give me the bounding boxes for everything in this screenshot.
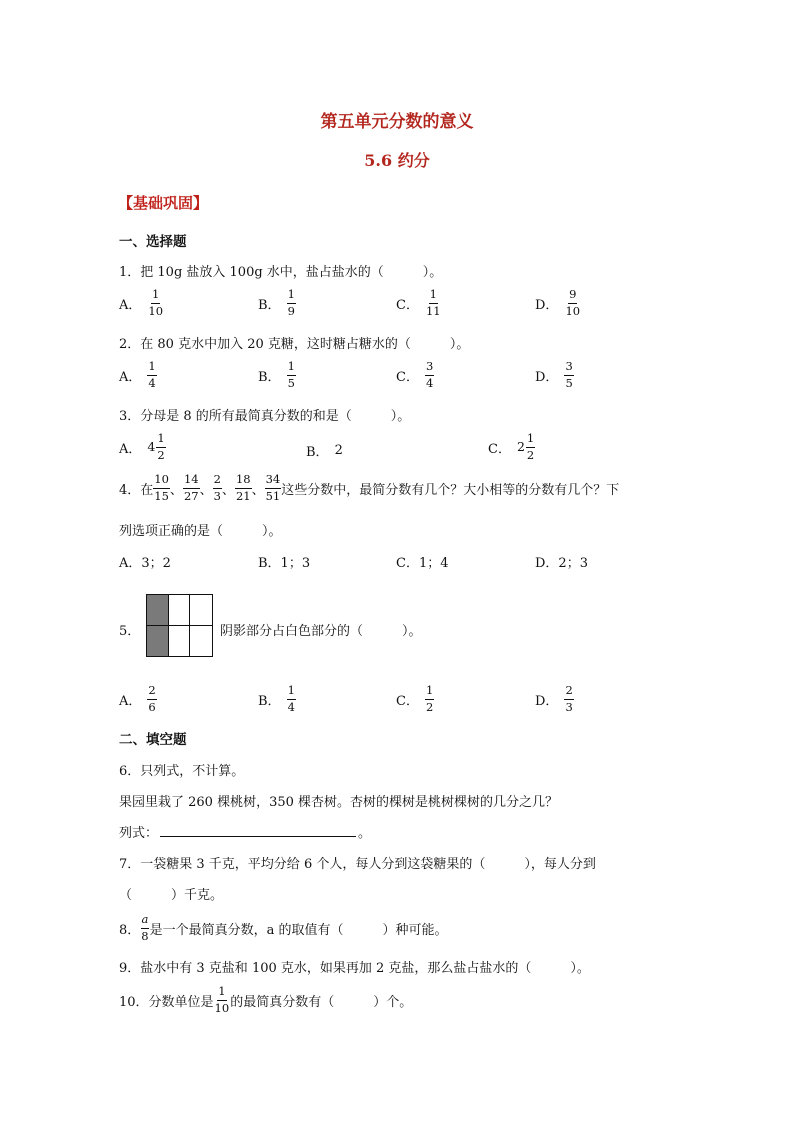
q5-option-b[interactable]: B． $\frac{1}{4}$ xyxy=(258,683,295,714)
section-basic: 【基础巩固】 xyxy=(118,194,209,212)
fraction: $\frac{1}{2}$ xyxy=(526,431,535,462)
q1-option-d[interactable]: D． $\frac{9}{10}$ xyxy=(535,287,581,318)
grid-cell-shaded xyxy=(147,626,169,657)
part-heading-fill: 二、填空题 xyxy=(119,732,187,748)
question-8: 8． $\frac{a}{8}$ 是一个最简真分数，a 的取值有（ ）种可能。 xyxy=(119,912,448,943)
shaded-grid-figure xyxy=(146,594,213,657)
q1-option-c[interactable]: C． $\frac{1}{11}$ xyxy=(396,287,441,318)
part-heading-choice: 一、选择题 xyxy=(119,234,187,250)
question-2: 2．在 80 克水中加入 20 克糖，这时糖占糖水的（ ）。 xyxy=(119,337,470,352)
question-6: 6．只列式，不计算。 xyxy=(119,764,245,779)
question-5-number: 5． xyxy=(119,624,141,639)
question-4-line2: 列选项正确的是（ ）。 xyxy=(119,524,282,539)
question-7-line2: （ ）千克。 xyxy=(119,888,224,903)
grid-cell-shaded xyxy=(147,595,169,626)
question-1: 1．把 10g 盐放入 100g 水中，盐占盐水的（ ）。 xyxy=(119,265,443,280)
question-5-text: 阴影部分占白色部分的（ ）。 xyxy=(220,624,422,639)
q4-option-a[interactable]: A．3；2 xyxy=(119,556,171,571)
q4-option-c[interactable]: C．1；4 xyxy=(396,556,449,571)
q3-option-b[interactable]: B． 2 xyxy=(306,443,343,460)
grid-cell xyxy=(190,595,212,626)
q4-option-b[interactable]: B．1；3 xyxy=(258,556,311,571)
fraction: $\frac{1}{10}$ xyxy=(148,287,164,318)
q3-option-c[interactable]: C． 2 $\frac{1}{2}$ xyxy=(488,431,535,462)
fraction: $\frac{1}{2}$ xyxy=(157,431,165,462)
fraction: $\frac{3}{4}$ xyxy=(425,359,434,390)
fraction: $\frac{1}{5}$ xyxy=(287,359,295,390)
question-9: 9．盐水中有 3 克盐和 100 克水，如果再加 2 克盐，那么盐占盐水的（ ）。 xyxy=(119,961,590,976)
fraction: $\frac{3}{5}$ xyxy=(565,359,573,390)
q2-option-b[interactable]: B． $\frac{1}{5}$ xyxy=(258,359,295,390)
document-subtitle: 5.6 约分 xyxy=(364,151,430,170)
question-7: 7．一袋糖果 3 千克，平均分给 6 个人，每人分到这袋糖果的（ ），每人分到 xyxy=(119,857,596,872)
question-6-text: 果园里栽了 260 棵桃树，350 棵杏树。杏树的棵树是桃树棵树的几分之几？ xyxy=(119,795,559,810)
q1-option-b[interactable]: B． $\frac{1}{9}$ xyxy=(258,287,295,318)
fraction: $\frac{1}{10}$ xyxy=(214,984,230,1015)
question-4: 4．在 $\frac{10}{15}$ 、 $\frac{14}{27}$ 、 $\frac{2}{3}$ 、 $\frac{18}{21}$ 、 $\frac{34}{51}$ 这些分数中，最简分数有几个？大小相等的分数有几个？下 xyxy=(119,472,620,503)
document-title: 第五单元分数的意义 xyxy=(320,112,474,132)
grid-cell xyxy=(190,626,212,657)
fraction: $\frac{10}{15}$ xyxy=(154,472,169,503)
q5-option-d[interactable]: D． $\frac{2}{3}$ xyxy=(535,683,573,714)
q2-option-a[interactable]: A． $\frac{1}{4}$ xyxy=(119,359,156,390)
fraction: $\frac{34}{51}$ xyxy=(265,472,281,503)
question-6-answer: 列式： 。 xyxy=(119,826,372,841)
q2-option-c[interactable]: C． $\frac{3}{4}$ xyxy=(396,359,434,390)
fraction: $\frac{2}{6}$ xyxy=(148,683,156,714)
answer-blank[interactable] xyxy=(160,824,356,837)
question-10: 10．分数单位是 $\frac{1}{10}$ 的最简真分数有（ ）个。 xyxy=(119,984,413,1015)
fraction: $\frac{1}{4}$ xyxy=(287,683,295,714)
fraction: $\frac{9}{10}$ xyxy=(565,287,581,318)
grid-cell xyxy=(169,626,191,657)
fraction: $\frac{1}{9}$ xyxy=(287,287,295,318)
fraction: $\frac{18}{21}$ xyxy=(235,472,251,503)
fraction: $\frac{2}{3}$ xyxy=(565,683,573,714)
fraction: $\frac{1}{11}$ xyxy=(425,287,441,318)
grid-cell xyxy=(169,595,191,626)
q3-option-a[interactable]: A． 4 $\frac{1}{2}$ xyxy=(119,431,165,462)
fraction: $\frac{1}{2}$ xyxy=(425,683,434,714)
fraction: $\frac{14}{27}$ xyxy=(183,472,199,503)
q5-option-c[interactable]: C． $\frac{1}{2}$ xyxy=(396,683,434,714)
q5-option-a[interactable]: A． $\frac{2}{6}$ xyxy=(119,683,156,714)
q4-option-d[interactable]: D．2；3 xyxy=(535,556,588,571)
q1-option-a[interactable]: A． $\frac{1}{10}$ xyxy=(119,287,164,318)
q2-option-d[interactable]: D． $\frac{3}{5}$ xyxy=(535,359,573,390)
fraction: $\frac{2}{3}$ xyxy=(213,472,221,503)
fraction: $\frac{a}{8}$ xyxy=(141,912,149,943)
question-3: 3．分母是 8 的所有最简真分数的和是（ ）。 xyxy=(119,409,411,424)
fraction: $\frac{1}{4}$ xyxy=(148,359,156,390)
